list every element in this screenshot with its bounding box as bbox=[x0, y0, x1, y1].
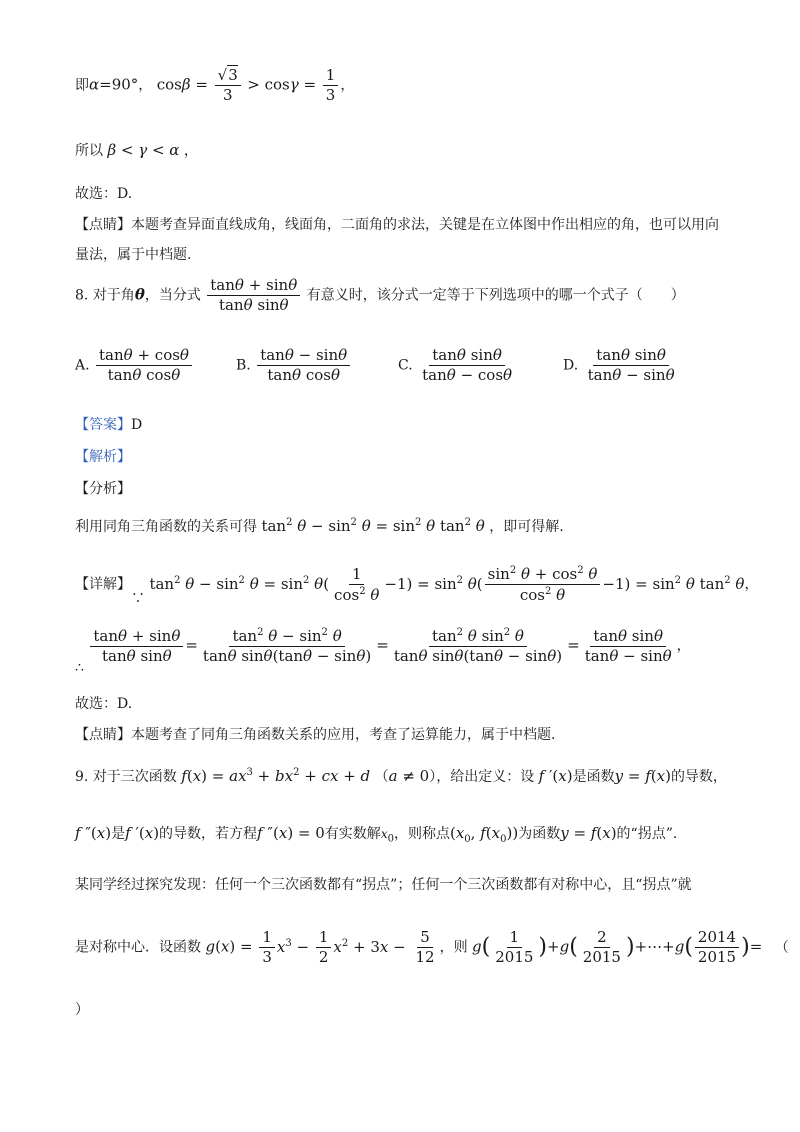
line-ji: 即α=90°， cosβ = $\frac{√3}{3}$ > cosγ = $\frac{1}{3}$ ， bbox=[75, 66, 355, 104]
q9-l4-then: ，则 bbox=[439, 939, 468, 956]
dianjing-2 bbox=[75, 728, 555, 742]
suoyi-comma: ， bbox=[183, 143, 198, 159]
q8-option-d[interactable]: D. $\frac{\text{tanθ sinθ}}{\tan\theta - \sin\theta}$ bbox=[563, 346, 675, 384]
fenxi-line: 利用同角三角函数的关系可得 $\tan^2 \theta - \sin^2 \theta = \sin^2 \theta$ $\tan^2 \theta$ ，即可得解. bbox=[75, 517, 564, 535]
q8-number: 8. bbox=[75, 287, 89, 304]
q8-option-b[interactable]: B. $\frac{\tan\theta - \sin\theta}{\text{tanθ cosθ}}$ bbox=[236, 348, 352, 383]
fenxi-tail: ，即可得解. bbox=[489, 519, 564, 535]
q8-option-c[interactable]: C. $\frac{\text{tanθ sinθ}}{\tan\theta - \cos\theta}$ bbox=[398, 346, 513, 384]
dianjing-1 bbox=[75, 218, 719, 232]
option-b-label: B. bbox=[236, 357, 251, 374]
q9-is-func: 是函数 bbox=[572, 769, 615, 785]
jiexi-tag: 【解析】 bbox=[75, 449, 131, 465]
xiangjie-tag: 【详解】 bbox=[75, 576, 131, 593]
dianjing-1-text: 本题考查异面直线成角，线面角，二面角的求法，关键是在立体图中作出相应的角，也可以用向 bbox=[131, 217, 719, 233]
dianjing-1-tag: 【点睛】 bbox=[75, 217, 131, 233]
q9-cond-open: （ bbox=[374, 769, 389, 785]
option-d-label: D. bbox=[563, 357, 579, 374]
answer-line bbox=[75, 418, 142, 432]
guxuan-2: 故选：D. bbox=[75, 696, 133, 712]
suoyi-text: 所以 bbox=[75, 143, 103, 159]
dianjing-2-tag: 【点睛】 bbox=[75, 727, 131, 743]
q9-l2-deriv: 的导数，若方程 bbox=[159, 826, 258, 842]
guxuan-1: 故选：D. bbox=[75, 186, 133, 202]
angle-order: β < γ < α bbox=[107, 141, 180, 159]
one-third: $\frac{1}{3}$ bbox=[323, 68, 339, 103]
option-a-label: A. bbox=[75, 357, 90, 374]
q9-line-5: ） bbox=[75, 1002, 89, 1018]
because-symbol: ∵ bbox=[131, 590, 145, 607]
q9-line-3: 某同学经过探究发现：任何一个三次函数都有“拐点”；任何一个三次函数都有对称中心，且“拐点”就 bbox=[75, 877, 692, 893]
ji-end: ， bbox=[340, 77, 355, 94]
fenxi-tag: 【分析】 bbox=[75, 481, 131, 497]
q9-lead: 对于三次函数 bbox=[92, 769, 177, 785]
dianjing-1-cont: 量法，属于中档题. bbox=[75, 247, 192, 263]
q9-line-1: 9. 对于三次函数 $f(x) = ax^3 + bx^2$ + cx + d （a ≠ 0），给出定义：设 f ′(x)是函数y = f(x)的导数， bbox=[75, 767, 727, 785]
q9-number: 9. bbox=[75, 769, 89, 785]
therefore-symbol: ∴ bbox=[75, 660, 84, 676]
q8-stem: 8. 对于角θ，当分式 $\frac{\tan\theta + \sin\theta}{\text{tanθ sinθ}}$ 有意义时，该分式一定等于下列选项中的哪一个式子（ ） bbox=[75, 276, 685, 314]
q9-l2-call: ，则称点 bbox=[393, 826, 450, 842]
sqrt3-over-3: $\frac{√3}{3}$ bbox=[215, 68, 241, 103]
ji-comma: ， bbox=[138, 77, 153, 94]
q9-l2-tail: 的“拐点”. bbox=[616, 826, 678, 842]
xiangjie-line: 【详解】∵ $\tan^2 \theta - \sin^2 \theta = \sin^2 \theta$( $\frac{1}{\cos^2 \theta}$ $-1) = \sin^2 \theta$( $\frac{\sin^2 \theta + \cos^2 \theta}{\cos^2 \theta}$ $-1) = \sin^2 \theta$ $\tan^2 \theta$， bbox=[75, 564, 759, 607]
ji-text: 即 bbox=[75, 77, 89, 94]
q9-cond-close: ），给出定义：设 bbox=[429, 769, 535, 785]
q8-mid: ，当分式 bbox=[144, 287, 201, 304]
q9-deriv: 的导数， bbox=[670, 769, 727, 785]
q9-l4-lead: 是对称中心．设函数 bbox=[75, 939, 201, 956]
q9-l2-has: 有实数解 bbox=[324, 826, 381, 842]
fenxi-lead: 利用同角三角函数的关系可得 bbox=[75, 519, 257, 535]
therefore-line: ∴ $\frac{\tan\theta + \sin\theta}{\text{tanθ sinθ}}$ = $\frac{\tan^2 \theta - \sin^2 \theta}{\text{tanθ sinθ(tanθ − sinθ)}}$ = $\frac{\tan^2 \theta \sin^2 \theta}{\text{tanθ sinθ(tanθ − sinθ)}}$ = $\frac{\text{tanθ sinθ}}{\tan\theta - \sin\theta}$ ， bbox=[75, 626, 691, 676]
q8-lead: 对于角 bbox=[92, 287, 135, 304]
dianjing-2-text: 本题考查了同角三角函数关系的应用，考查了运算能力，属于中档题. bbox=[131, 727, 556, 743]
q9-l2-for: 为函数 bbox=[518, 826, 561, 842]
line-suoyi bbox=[75, 143, 198, 158]
q9-l2-is: 是 bbox=[111, 826, 126, 842]
q8-fraction: $\frac{\tan\theta + \sin\theta}{\text{tanθ sinθ}}$ bbox=[207, 278, 300, 313]
q8-tail: 有意义时，该分式一定等于下列选项中的哪一个式子（ ） bbox=[306, 287, 685, 304]
q9-line-4: 是对称中心．设函数 g(x) = $\frac{1}{3}$ $x^3$ − $\frac{1}{2}$ $x^2 + 3x$ − $\frac{5}{12}$ ，则 g( $\frac{1}{2015}$ )+g( $\frac{2}{2015}$ )+⋯+g( $\frac{2014}{2015}$ )= （ bbox=[75, 928, 789, 966]
answer-tag: 【答案】 bbox=[75, 417, 131, 433]
option-c-label: C. bbox=[398, 357, 413, 374]
q9-line-2: f ″(x)是f ′(x)的导数，若方程f ″(x) = 0有实数解$x_0$，则称点($x_0$, $f(x_0)$)为函数y = f(x)的“拐点”. bbox=[75, 824, 678, 845]
q9-l4-open: （ bbox=[774, 939, 789, 956]
q8-option-a[interactable]: A. $\frac{\tan\theta + \cos\theta}{\text{tanθ cosθ}}$ bbox=[75, 348, 194, 383]
answer-value: D bbox=[131, 417, 143, 433]
